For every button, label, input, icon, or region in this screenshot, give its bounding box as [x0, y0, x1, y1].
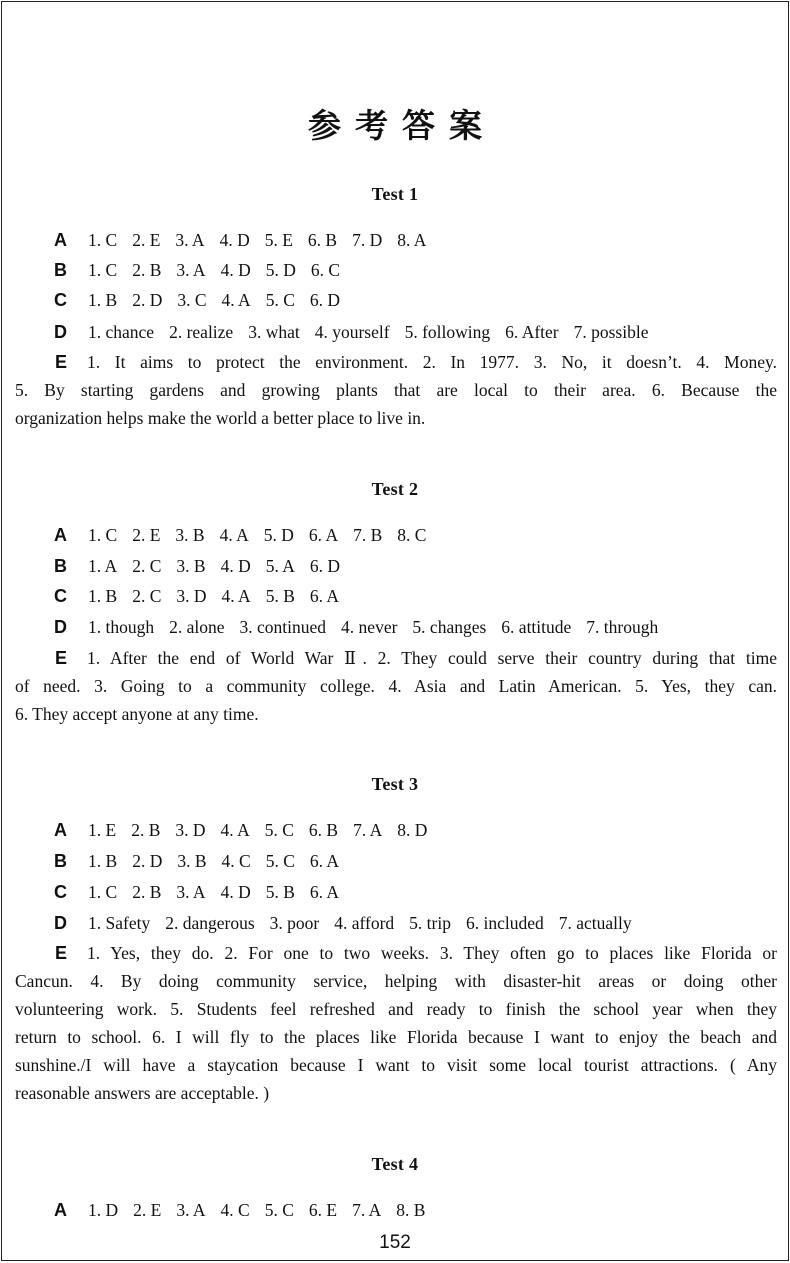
test-4-section-a [54, 1198, 425, 1222]
section-label: D [54, 913, 67, 933]
test-2-section-d [54, 615, 658, 639]
answer: 2. realize [169, 322, 234, 342]
answer: 4. A [219, 525, 249, 545]
test-2-title: Test 2 [371, 479, 419, 499]
answer: 4. afford [334, 913, 395, 933]
answer: 1. E [88, 820, 117, 840]
answer: 7. A [352, 1200, 382, 1220]
answer: 5. C [264, 1200, 294, 1220]
answer: 6. D [309, 556, 341, 576]
answer: 6. attitude [501, 617, 572, 637]
answer: 4. C [221, 851, 251, 871]
answer: 2. D [132, 851, 163, 871]
answer: 1. B [88, 851, 118, 871]
answer: 3. C [177, 290, 207, 310]
answer-line: of need. 3. Going to a community college. 4. Asia and Latin American. 5. Yes, they can. [15, 676, 777, 696]
test-4-title: Test 4 [371, 1154, 419, 1174]
answer: 6. A [309, 586, 340, 606]
answer: 5. B [265, 586, 295, 606]
answer: 1. B [88, 586, 118, 606]
answer-line: 5. By starting gardens and growing plants that are local to their area. 6. Because the [15, 380, 777, 400]
section-label: E [55, 352, 68, 372]
test-1-section-a [54, 228, 426, 252]
answer: 6. A [309, 882, 340, 902]
answer: 2. B [131, 820, 161, 840]
section-label: A [54, 820, 67, 840]
answer: 1. C [88, 525, 118, 545]
answer-line: 1. It aims to protect the environment. 2. In 1977. 3. No, it doesn’t. 4. Money. [87, 352, 777, 372]
answer: 3. B [176, 556, 206, 576]
answer: 1. C [88, 260, 118, 280]
answer: 6. E [308, 1200, 338, 1220]
answer-line: sunshine./I will have a staycation because I want to visit some local tourist attractions. ( Any [15, 1055, 777, 1075]
answer: 2. E [133, 1200, 162, 1220]
answer: 3. A [176, 260, 206, 280]
answer: 1. though [88, 617, 155, 637]
page-number: 152 [379, 1232, 411, 1253]
test-1-section-b [54, 258, 340, 282]
test-3-section-a [54, 818, 427, 842]
answer-line: 1. After the end of World War Ⅱ. 2. They could serve their country during that time [87, 648, 777, 668]
test-2-section-b [54, 554, 340, 578]
test-3-section-c [54, 880, 339, 904]
answer: 2. D [132, 290, 163, 310]
section-label: A [54, 230, 67, 250]
test-2-section-a [54, 523, 426, 547]
answer: 7. possible [573, 322, 649, 342]
test-1-section-e [15, 348, 777, 432]
answer: 3. poor [269, 913, 320, 933]
test-1-title: Test 1 [371, 184, 419, 204]
answer: 3. D [175, 820, 206, 840]
answer: 5. following [404, 322, 491, 342]
section-label: B [54, 556, 67, 576]
answer: 2. C [132, 586, 162, 606]
answer: 5. D [265, 260, 296, 280]
answer: 1. chance [88, 322, 155, 342]
answer: 2. C [132, 556, 162, 576]
section-label: C [54, 882, 67, 902]
answer: 2. B [132, 260, 162, 280]
answer: 6. After [505, 322, 559, 342]
answer-line: 1. Yes, they do. 2. For one to two weeks. 3. They often go to places like Florida or [87, 943, 777, 963]
answer: 2. B [132, 882, 162, 902]
test-3-section-b [54, 849, 339, 873]
answer: 4. yourself [314, 322, 390, 342]
answer: 4. A [220, 820, 250, 840]
test-3-title: Test 3 [371, 774, 419, 794]
section-label: C [54, 586, 67, 606]
answer: 6. D [309, 290, 341, 310]
answer: 5. E [264, 230, 293, 250]
answer: 1. D [88, 1200, 119, 1220]
answer: 6. B [308, 820, 339, 840]
answer: 4. D [220, 556, 251, 576]
answer: 8. B [396, 1200, 426, 1220]
answer: 7. B [353, 525, 383, 545]
answer: 3. what [248, 322, 300, 342]
answer: 1. Safety [88, 913, 151, 933]
section-label: D [54, 322, 67, 342]
answer: 5. B [265, 882, 295, 902]
section-label: E [55, 648, 68, 668]
answer: 5. changes [412, 617, 487, 637]
answer: 6. A [309, 851, 340, 871]
answer: 3. continued [239, 617, 327, 637]
answer: 5. C [265, 290, 295, 310]
answer: 5. C [265, 851, 295, 871]
section-label: A [54, 1200, 67, 1220]
answer: 4. D [219, 230, 250, 250]
answer: 7. through [586, 617, 659, 637]
answer: 3. A [176, 882, 206, 902]
answer: 7. A [353, 820, 383, 840]
section-label: A [54, 525, 67, 545]
section-label: E [55, 943, 68, 963]
answer: 2. alone [169, 617, 225, 637]
answer: 2. E [132, 525, 161, 545]
page-title: 参考答案 [308, 106, 496, 145]
test-2-section-e [15, 644, 777, 728]
answer: 6. C [310, 260, 341, 280]
answer: 6. B [307, 230, 338, 250]
section-label: C [54, 290, 67, 310]
answer: 5. D [263, 525, 294, 545]
answer: 3. A [175, 230, 205, 250]
test-2-section-c [54, 584, 339, 608]
answer: 3. B [175, 525, 205, 545]
answer: 4. A [221, 290, 251, 310]
test-3-section-d [54, 911, 632, 935]
answer-line: organization helps make the world a better place to live in. [15, 408, 426, 428]
answer: 2. dangerous [165, 913, 255, 933]
answer: 4. A [221, 586, 251, 606]
section-label: B [54, 851, 67, 871]
answer-line: return to school. 6. I will fly to the places like Florida because I want to enjoy the beach and [15, 1027, 777, 1047]
answer: 4. C [220, 1200, 250, 1220]
test-3-section-e [15, 939, 777, 1107]
answer: 6. included [465, 913, 544, 933]
answer-line: 6. They accept anyone at any time. [15, 704, 259, 724]
answer: 8. C [397, 525, 427, 545]
section-label: D [54, 617, 67, 637]
section-label: B [54, 260, 67, 280]
answer: 7. D [352, 230, 383, 250]
answer: 8. D [397, 820, 428, 840]
answer: 1. B [88, 290, 118, 310]
answer: 1. A [88, 556, 118, 576]
answer: 4. never [341, 617, 398, 637]
answer: 5. C [264, 820, 294, 840]
test-1-section-c [54, 288, 340, 312]
answer: 3. D [176, 586, 207, 606]
answer: 8. A [397, 230, 427, 250]
answer-key-page [1, 1, 789, 1261]
answer: 1. C [88, 882, 118, 902]
answer: 1. C [88, 230, 118, 250]
answer: 4. D [220, 882, 251, 902]
answer-line: reasonable answers are acceptable. ) [15, 1083, 270, 1103]
answer: 2. E [132, 230, 161, 250]
test-1-section-d [54, 320, 649, 344]
answer-line: volunteering work. 5. Students feel refreshed and ready to finish the school year when they [15, 999, 777, 1019]
answer: 3. A [176, 1200, 206, 1220]
answer: 7. actually [558, 913, 632, 933]
answer: 5. A [265, 556, 295, 576]
answer-line: Cancun. 4. By doing community service, helping with disaster-hit areas or doing other [15, 971, 777, 991]
answer: 5. trip [409, 913, 451, 933]
answer: 3. B [177, 851, 207, 871]
answer: 4. D [220, 260, 251, 280]
answer: 6. A [308, 525, 339, 545]
